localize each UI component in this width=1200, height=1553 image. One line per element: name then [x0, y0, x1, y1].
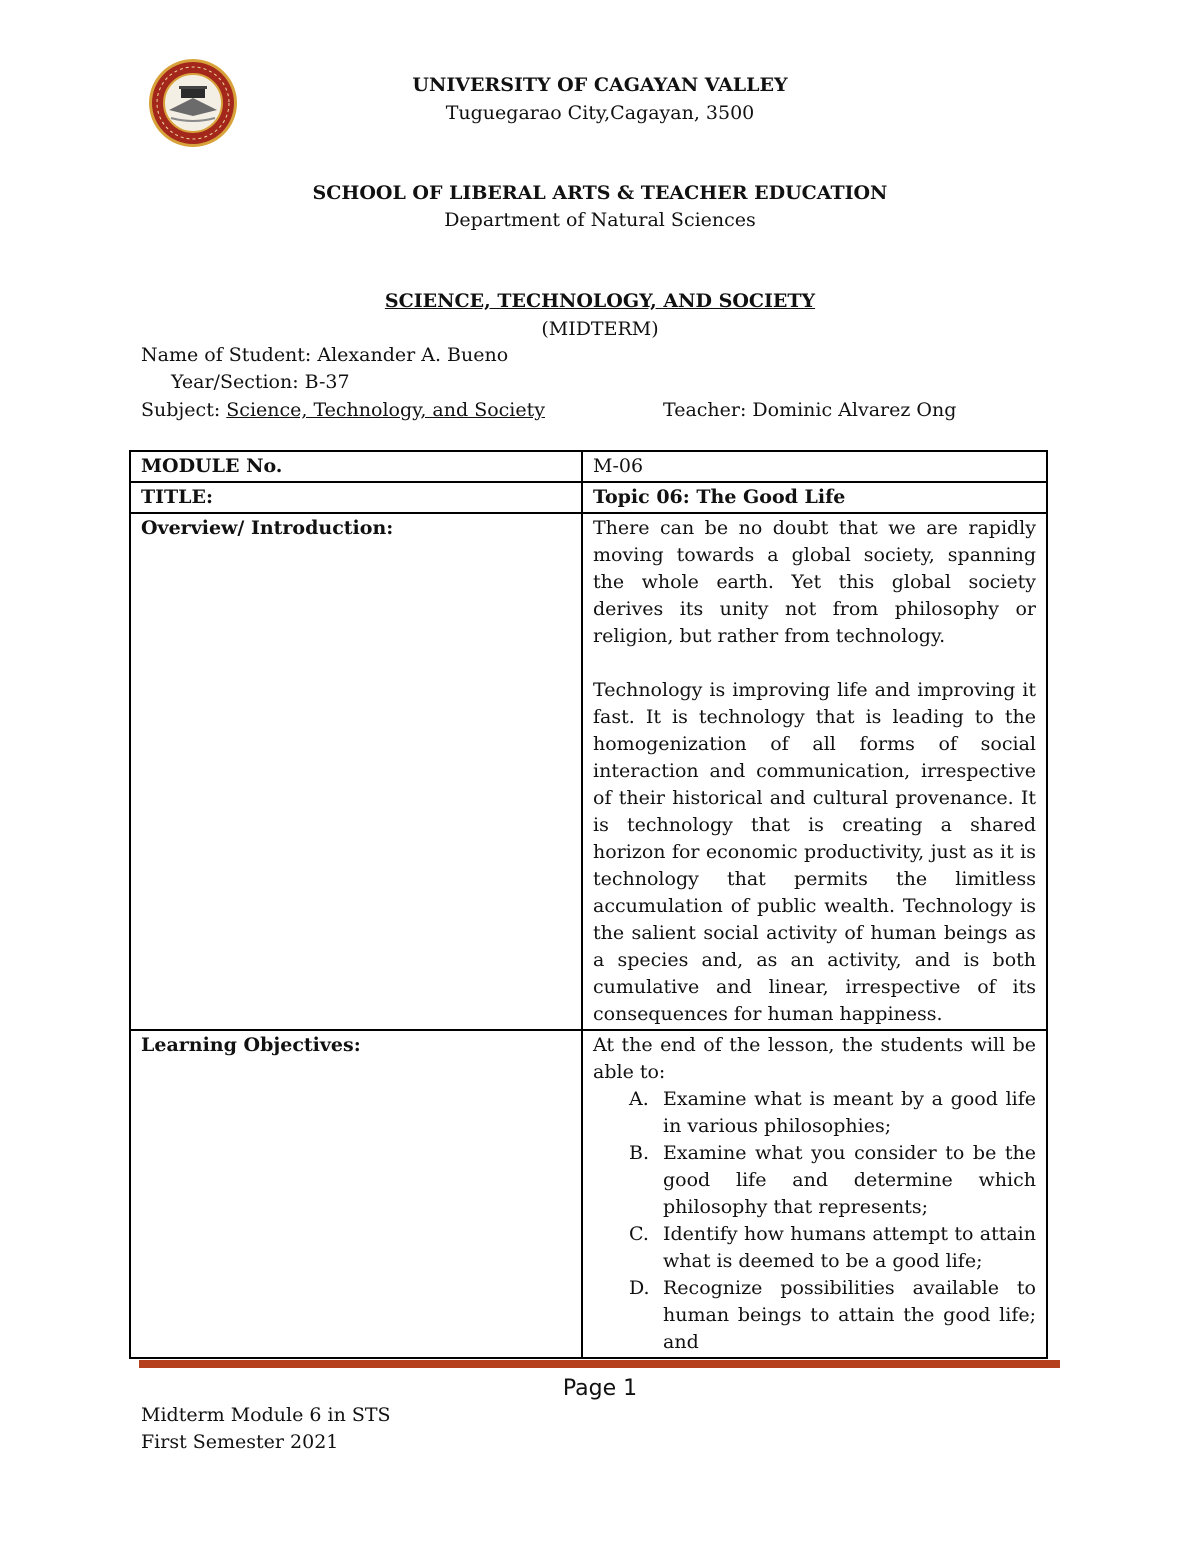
module-table: [129, 450, 1048, 1359]
table-row: [130, 482, 1047, 513]
course-title: SCIENCE, TECHNOLOGY, AND SOCIETY: [384, 290, 816, 312]
objective-text: Examine what is meant by a good life in various philosophies;: [663, 1088, 1036, 1137]
module-number-label: MODULE No.: [130, 451, 582, 482]
objectives-label: Learning Objectives:: [130, 1030, 582, 1358]
university-name: UNIVERSITY OF CAGAYAN VALLEY: [412, 74, 788, 96]
objective-text: Identify how humans attempt to attain what is deemed to be a good life;: [663, 1223, 1036, 1272]
objectives-intro: At the end of the lesson, the students will be able to:: [593, 1034, 1036, 1083]
objective-text: Examine what you consider to be the good life and determine which philosophy that represents;: [663, 1142, 1036, 1218]
table-row: [130, 1030, 1047, 1358]
footer-line-1: Midterm Module 6 in STS: [141, 1404, 391, 1426]
objective-letter: D.: [629, 1277, 650, 1299]
student-name: Name of Student: Alexander A. Bueno: [141, 344, 509, 366]
subject-line: [141, 397, 545, 423]
table-row: [130, 513, 1047, 1030]
overview-cell: [582, 513, 1047, 1030]
subject-label: Subject:: [141, 399, 227, 421]
overview-label: Overview/ Introduction:: [130, 513, 582, 1030]
page-number: Page 1: [562, 1376, 638, 1401]
overview-paragraph-1: There can be no doubt that we are rapidly moving towards a global society, spanning the whole earth. Yet this global society derives its unity not from philosophy or religion, but rather from technology.: [593, 517, 1036, 647]
footer-line-2: First Semester 2021: [141, 1431, 339, 1453]
list-item: [629, 1140, 1036, 1221]
objective-text: Recognize possibilities available to human beings to attain the good life; and: [663, 1277, 1036, 1353]
list-item: [629, 1275, 1036, 1356]
title-value: Topic 06: The Good Life: [582, 482, 1047, 513]
list-item: [629, 1221, 1036, 1275]
objective-letter: C.: [629, 1223, 649, 1245]
objective-letter: B.: [629, 1142, 650, 1164]
university-address: Tuguegarao City,Cagayan, 3500: [445, 102, 755, 124]
overview-paragraph-2: Technology is improving life and improving it fast. It is technology that is leading to the homogenization of all forms of social interaction and communication, irrespective of their historical and cultural provenance. It is technology that is creating a shared horizon for economic productivity, just as it is technology that permits the limitless accumulation of public wealth. Technology is the salient social activity of human beings as a species and, as an activity, and is both cumulative and linear, irrespective of its consequences for human happiness.: [593, 679, 1036, 1025]
teacher-line: Teacher: Dominic Alvarez Ong: [663, 399, 957, 421]
subject-value: Science, Technology, and Society: [226, 399, 545, 421]
department-name: Department of Natural Sciences: [444, 209, 756, 231]
term-label: (MIDTERM): [541, 318, 659, 340]
module-number-value: M-06: [582, 451, 1047, 482]
year-section: Year/Section: B-37: [171, 371, 350, 393]
footer-divider: [139, 1360, 1060, 1368]
objectives-cell: [582, 1030, 1047, 1358]
objective-letter: A.: [629, 1088, 649, 1110]
title-label: TITLE:: [130, 482, 582, 513]
school-name: SCHOOL OF LIBERAL ARTS & TEACHER EDUCATION: [312, 182, 888, 204]
objectives-list: [593, 1086, 1036, 1356]
table-row: [130, 451, 1047, 482]
list-item: [629, 1086, 1036, 1140]
